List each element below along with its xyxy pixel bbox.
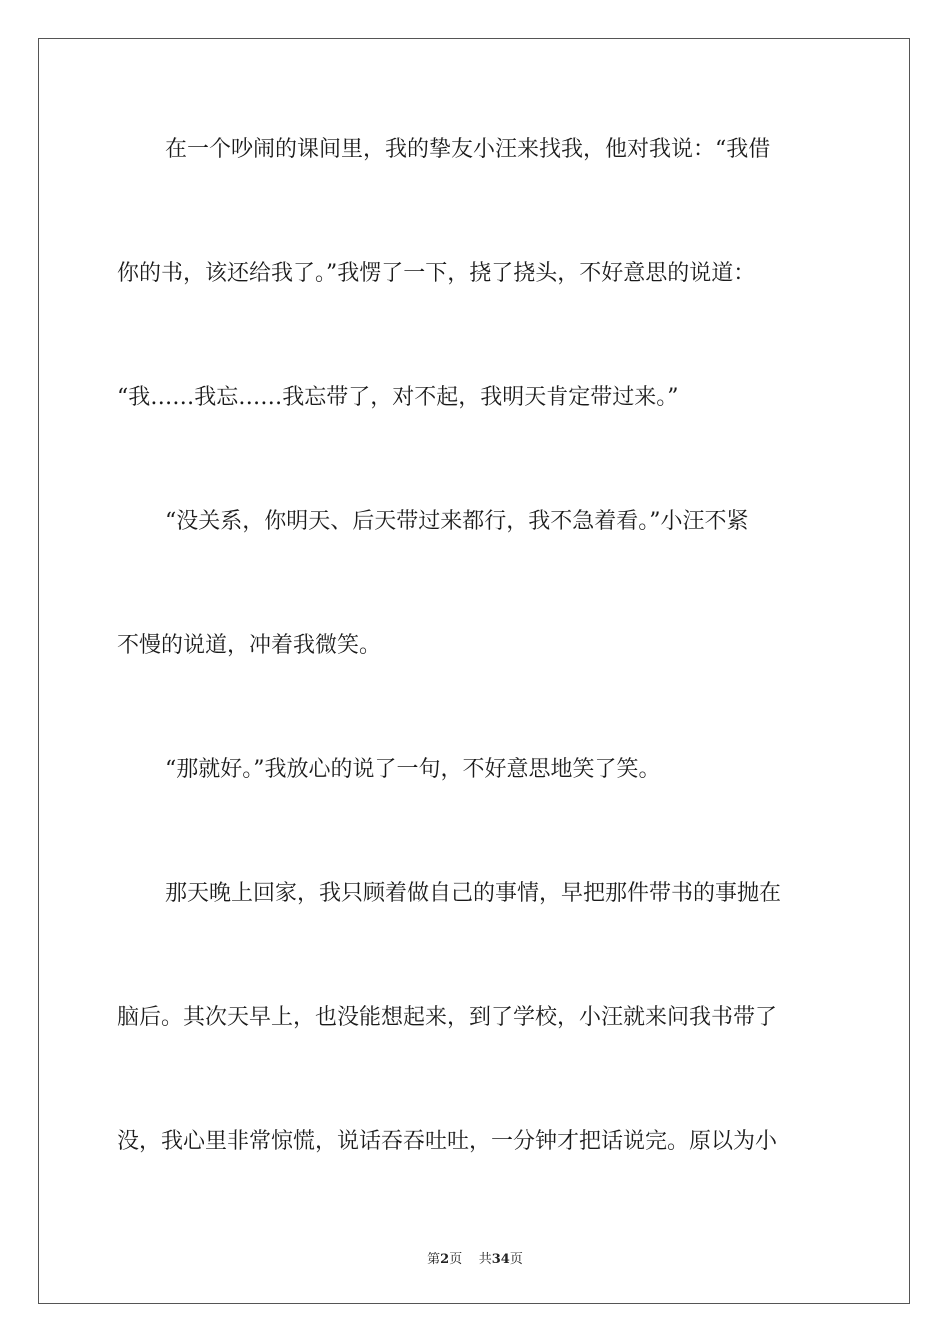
paragraph-line: 你的书，该还给我了。”我愣了一下，挠了挠头，不好意思的说道：	[117, 261, 756, 286]
page-prefix: 第	[427, 1252, 441, 1267]
paragraph-line: “我……我忘……我忘带了，对不起，我明天肯定带过来。”	[117, 385, 679, 410]
paragraph-line: “没关系，你明天、后天带过来都行，我不急着看。”小汪不紧	[165, 509, 749, 534]
paragraph-line: 没，我心里非常惊慌，说话吞吞吐吐，一分钟才把话说完。原以为小	[117, 1129, 778, 1154]
page-suffix: 页	[449, 1252, 463, 1267]
total-pages: 34	[491, 1252, 510, 1267]
paragraph-line: “那就好。”我放心的说了一句，不好意思地笑了笑。	[165, 757, 661, 782]
page-footer	[0, 1248, 950, 1267]
total-suffix: 页	[509, 1252, 523, 1267]
page-border	[38, 38, 910, 1304]
paragraph-line: 那天晚上回家，我只顾着做自己的事情，早把那件带书的事抛在	[165, 881, 782, 906]
paragraph-line: 在一个吵闹的课间里，我的挚友小汪来找我，他对我说：“我借	[165, 137, 771, 162]
paragraph-line: 脑后。其次天早上，也没能想起来，到了学校，小汪就来问我书带了	[117, 1005, 778, 1030]
total-prefix: 共	[478, 1252, 492, 1267]
paragraph-line: 不慢的说道，冲着我微笑。	[117, 633, 382, 658]
page-number: 2	[440, 1252, 450, 1267]
